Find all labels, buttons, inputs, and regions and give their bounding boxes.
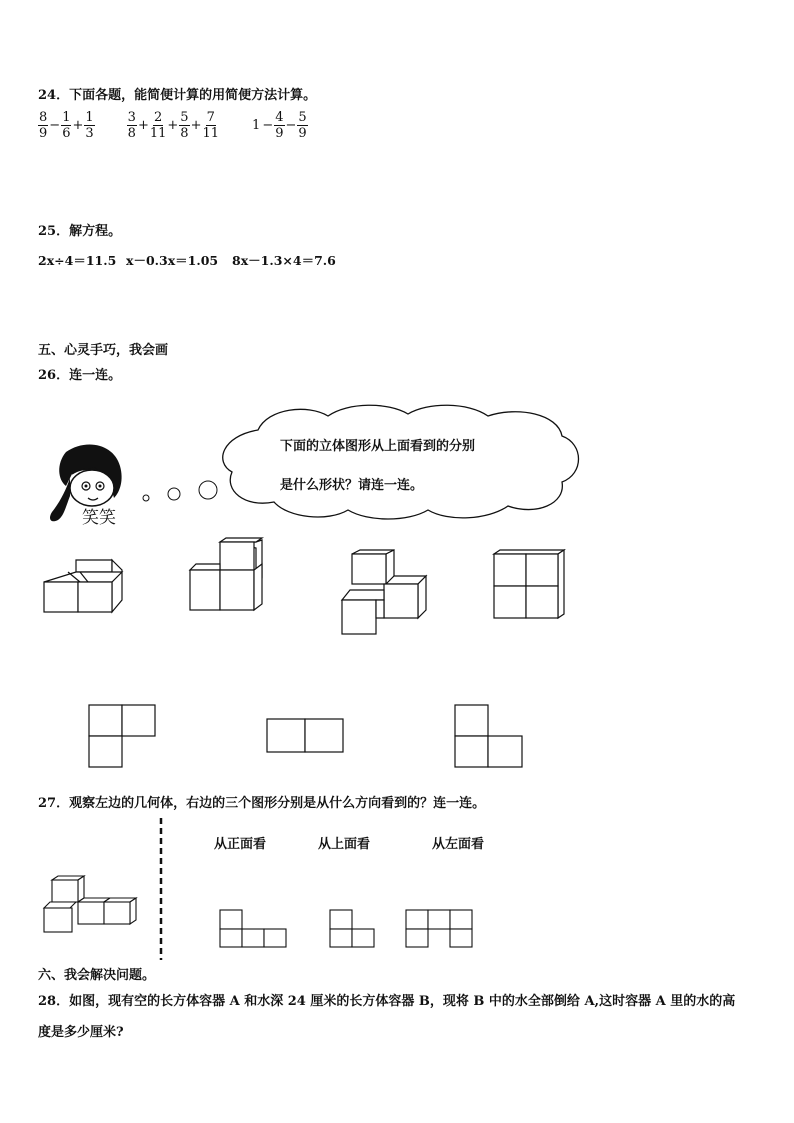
section-5-title: 五、心灵手巧，我会画	[38, 343, 169, 358]
q28-line-1: 28．如图，现有空的长方体容器 A 和水深 24 厘米的长方体容器 B，现将 B 中的水全部倒给 A,这时容器 A 里的水的高	[38, 994, 736, 1009]
solid-figure-2	[186, 538, 266, 614]
q25-equation-2: x－0.3x＝1.05	[126, 253, 219, 268]
speech-cloud	[218, 400, 584, 522]
q25-equation-1: 2x÷4＝11.5	[38, 253, 117, 268]
cloud-text-line-1: 下面的立体图形从上面看到的分别	[280, 439, 476, 454]
fraction: $\frac{2}{11}$	[149, 110, 167, 141]
q24-expressions	[38, 110, 308, 141]
fraction: $\frac{5}{8}$	[180, 110, 189, 141]
q24-expr-3	[251, 110, 308, 141]
label-front-view: 从正面看	[214, 837, 267, 852]
q28-line-2: 度是多少厘米?	[38, 1025, 124, 1040]
q24-expr-2	[127, 110, 219, 141]
q25-title: 25．解方程。	[38, 224, 122, 239]
q26-title: 26．连一连。	[38, 368, 122, 383]
top-view-shape-1	[88, 704, 158, 768]
fraction: $\frac{3}{8}$	[127, 110, 136, 141]
fraction: $\frac{5}{9}$	[298, 110, 307, 141]
operator: −	[285, 118, 297, 133]
operator: +	[137, 118, 149, 133]
section-6-title: 六、我会解决问题。	[38, 968, 156, 983]
q24-title: 24．下面各题，能简便计算的用简便方法计算。	[38, 88, 317, 103]
thought-bubbles	[140, 478, 220, 508]
q27-view-shape-2	[329, 909, 377, 949]
integer: 1	[252, 118, 261, 133]
top-view-shape-2	[266, 718, 346, 754]
label-left-view: 从左面看	[432, 837, 485, 852]
fraction: $\frac{8}{9}$	[39, 110, 48, 141]
top-view-shape-3	[454, 704, 526, 768]
operator: −	[49, 118, 61, 133]
operator: +	[72, 118, 84, 133]
fraction: $\frac{4}{9}$	[275, 110, 284, 141]
solid-figure-1	[40, 556, 130, 616]
fraction: $\frac{1}{3}$	[85, 110, 94, 141]
operator: −	[262, 118, 274, 133]
fraction: $\frac{7}{11}$	[202, 110, 220, 141]
girl-name-label: 笑笑	[82, 508, 116, 528]
operator: +	[167, 118, 179, 133]
cloud-text-line-2: 是什么形状？请连一连。	[280, 478, 424, 493]
q27-view-shape-3	[405, 909, 475, 949]
fraction: $\frac{1}{6}$	[62, 110, 71, 141]
q27-view-shape-1	[219, 909, 289, 949]
q27-solid-figure	[40, 876, 140, 936]
q25-equation-3: 8x－1.3×4＝7.6	[232, 253, 336, 268]
solid-figure-3	[338, 548, 430, 638]
label-top-view: 从上面看	[318, 837, 371, 852]
solid-figure-4	[490, 548, 570, 622]
dashed-divider	[158, 818, 164, 960]
operator: +	[190, 118, 202, 133]
q27-title: 27．观察左边的几何体，右边的三个图形分别是从什么方向看到的？连一连。	[38, 796, 486, 811]
q24-expr-1	[38, 110, 95, 141]
